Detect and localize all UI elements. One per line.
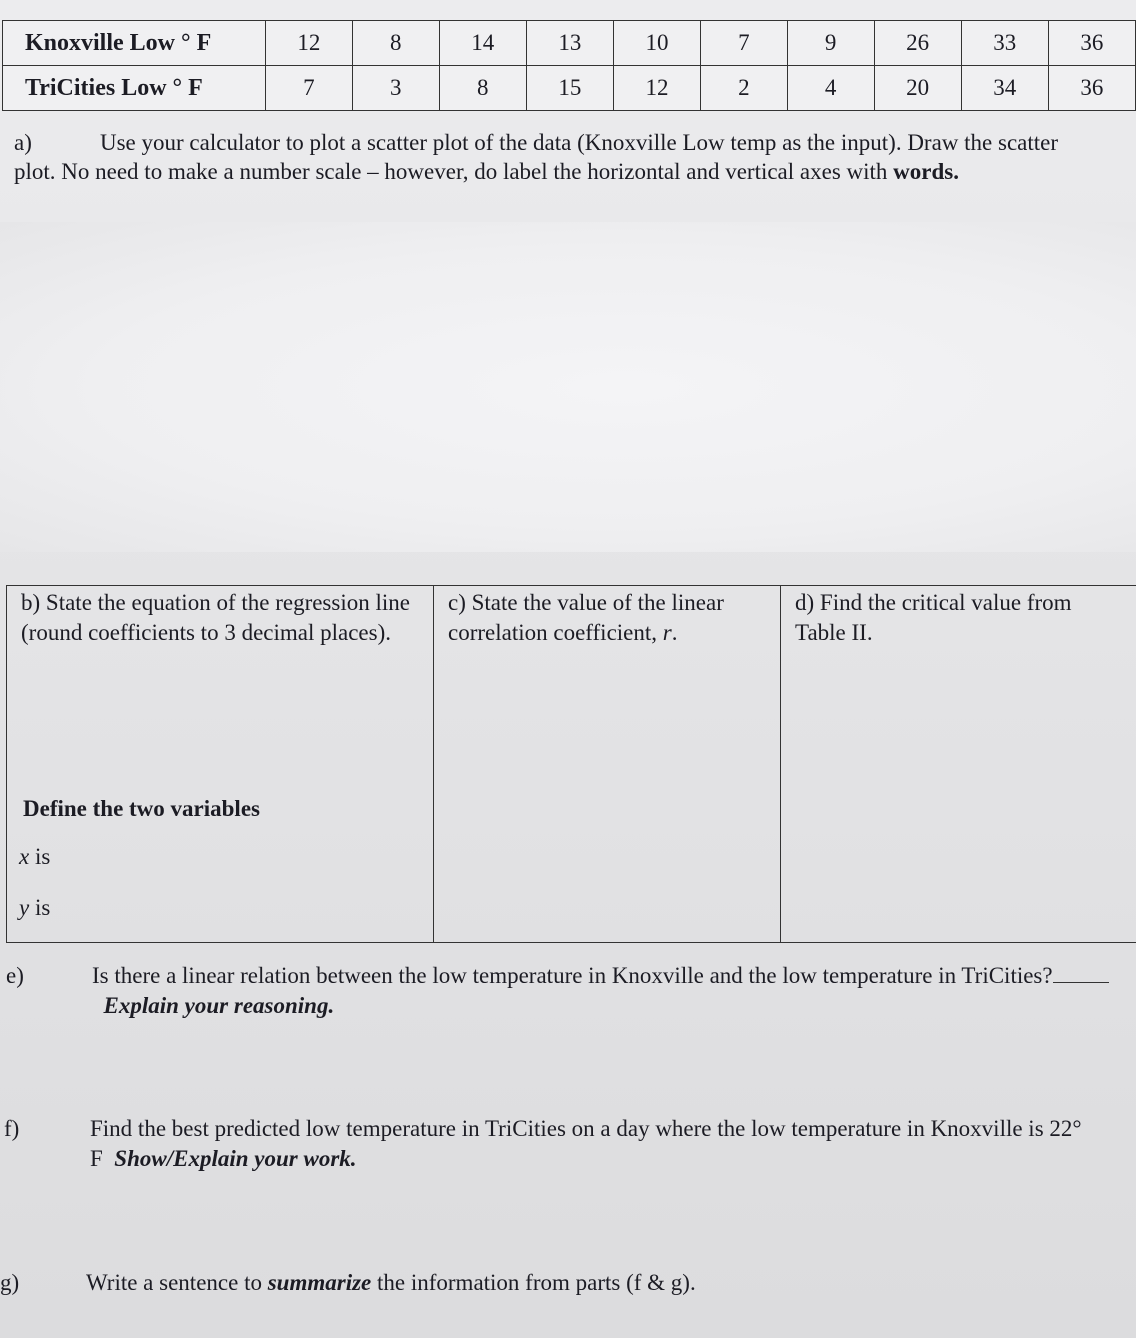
question-c-end: . bbox=[671, 620, 678, 645]
question-f-emphasis: Show/Explain your work. bbox=[114, 1146, 357, 1171]
table-cell: 7 bbox=[701, 21, 788, 66]
table-cell: 20 bbox=[874, 66, 961, 111]
question-e bbox=[6, 961, 1126, 1031]
table-cell: 34 bbox=[961, 66, 1048, 111]
answer-area-a bbox=[0, 222, 1136, 552]
question-f-text: Find the best predicted low temperature in TriCities on a day where the low temperature in Knoxville is 22° F bbox=[90, 1116, 1082, 1171]
question-letter: a) bbox=[14, 130, 32, 155]
define-variables-heading: Define the two variables bbox=[23, 796, 260, 821]
answer-blank[interactable] bbox=[1053, 962, 1109, 983]
x-symbol: x bbox=[19, 844, 30, 869]
table-cell: 13 bbox=[526, 21, 613, 66]
table-cell: 9 bbox=[787, 21, 874, 66]
table-cell: 8 bbox=[352, 21, 439, 66]
table-cell: 12 bbox=[265, 21, 352, 66]
question-b-prompt: b) State the equation of the regression line (round coefficients to 3 decimal places). bbox=[21, 590, 410, 645]
y-variable-line bbox=[19, 893, 50, 923]
table-cell: 4 bbox=[787, 66, 874, 111]
y-suffix: is bbox=[29, 895, 51, 920]
question-d-prompt: d) Find the critical value from Table II. bbox=[795, 590, 1072, 645]
table-row bbox=[3, 66, 1136, 111]
question-g-text-1: Write a sentence to bbox=[86, 1270, 268, 1295]
question-letter: g) bbox=[0, 1270, 20, 1295]
cell-question-d bbox=[781, 586, 1136, 942]
table-row bbox=[3, 21, 1136, 66]
table-cell: 15 bbox=[526, 66, 613, 111]
r-symbol: r bbox=[662, 620, 672, 645]
question-f-body bbox=[90, 1114, 1110, 1174]
table-cell: 36 bbox=[1048, 66, 1135, 111]
table-cell: 8 bbox=[439, 66, 526, 111]
table-cell: 14 bbox=[439, 21, 526, 66]
question-e-emphasis: Explain your reasoning. bbox=[103, 993, 335, 1018]
x-variable-line bbox=[19, 842, 50, 872]
question-a-text: Use your calculator to plot a scatter plot of the data (Knoxville Low temp as the input). Draw the scatter plot. No need to make a number scale – however, do label the horizontal and vertical axes with bbox=[14, 130, 1059, 184]
question-a-bold: words. bbox=[893, 159, 959, 184]
temperature-data-table bbox=[2, 20, 1136, 111]
question-f bbox=[4, 1114, 1124, 1184]
question-a bbox=[14, 128, 1104, 186]
question-letter: f) bbox=[4, 1116, 20, 1141]
question-c-prompt: c) State the value of the linear correlation coefficient, bbox=[448, 590, 724, 645]
question-g-emphasis: summarize bbox=[267, 1270, 372, 1295]
answer-grid bbox=[6, 585, 1136, 943]
x-suffix: is bbox=[29, 844, 51, 869]
table-cell: 26 bbox=[874, 21, 961, 66]
question-e-text: Is there a linear relation between the low temperature in Knoxville and the low temperature in TriCities? bbox=[92, 963, 1053, 988]
table-cell: 10 bbox=[613, 21, 700, 66]
table-cell: 36 bbox=[1048, 21, 1135, 66]
table-cell: 2 bbox=[701, 66, 788, 111]
table-cell: 33 bbox=[961, 21, 1048, 66]
row-header-knoxville: Knoxville Low ° F bbox=[3, 21, 266, 66]
question-letter: e) bbox=[6, 963, 24, 988]
question-g bbox=[0, 1268, 1120, 1308]
table-cell: 12 bbox=[613, 66, 700, 111]
row-header-tricities: TriCities Low ° F bbox=[3, 66, 266, 111]
question-g-body bbox=[86, 1268, 1106, 1298]
y-symbol: y bbox=[19, 895, 30, 920]
question-g-text-2: the information from parts (f & g). bbox=[371, 1270, 696, 1295]
question-e-body bbox=[92, 961, 1112, 1021]
table-cell: 3 bbox=[352, 66, 439, 111]
cell-question-c bbox=[434, 586, 781, 942]
table-cell: 7 bbox=[265, 66, 352, 111]
cell-question-b bbox=[6, 586, 434, 942]
